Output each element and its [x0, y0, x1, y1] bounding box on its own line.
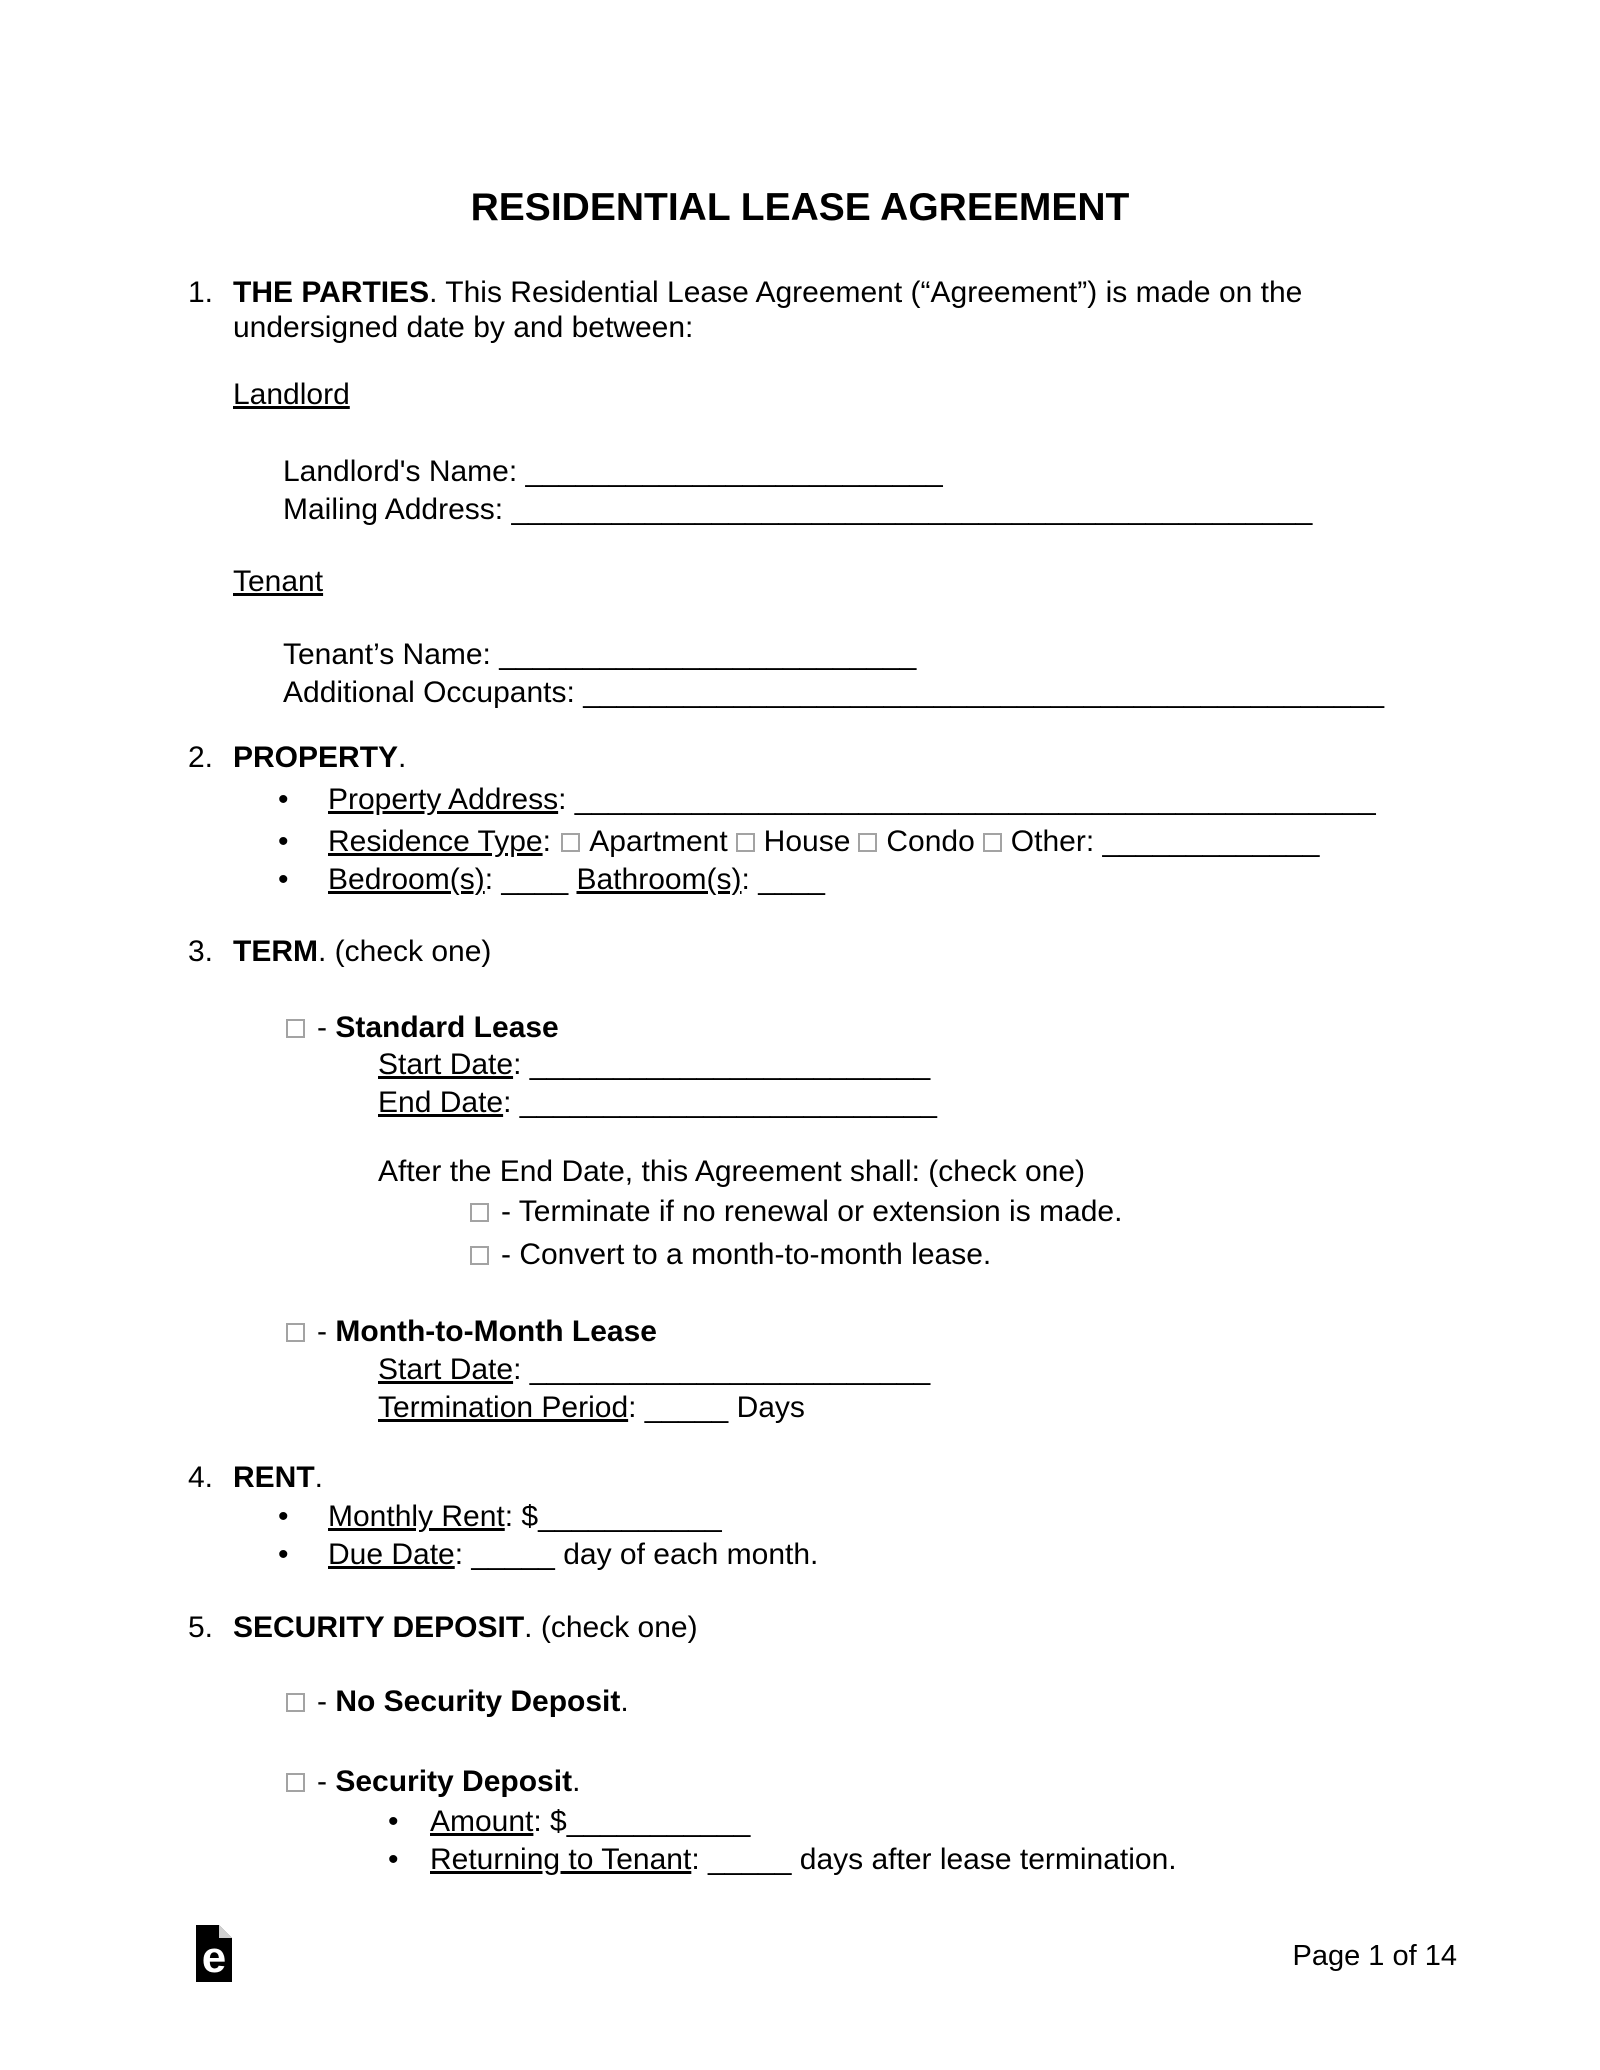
section-2-title: PROPERTY — [233, 741, 399, 774]
section-1-heading — [188, 275, 1302, 310]
terminate-option-label: - Terminate if no renewal or extension is made. — [501, 1195, 1123, 1228]
bedrooms-bathrooms-line: • Bedroom(s): ____ Bathroom(s): ____ — [278, 863, 825, 896]
residence-type-line: • Residence Type: Apartment House Condo Other: _____________ — [278, 825, 1320, 858]
bullet-icon: • — [388, 1805, 399, 1838]
standard-end-date-line: End Date: _________________________ — [378, 1086, 937, 1119]
additional-occupants-line — [283, 675, 1384, 710]
bullet-icon: • — [278, 1538, 289, 1571]
end-date-blank: _________________________ — [519, 1086, 937, 1119]
standard-start-date-line: Start Date: ________________________ — [378, 1048, 931, 1081]
monthly-rent-label: Monthly Rent — [328, 1500, 505, 1533]
due-date-blank: _____ — [471, 1538, 555, 1571]
due-date-line: • Due Date: _____ day of each month. — [278, 1538, 819, 1571]
checkbox-other[interactable] — [983, 833, 1002, 852]
termination-period-blank: _____ — [644, 1391, 729, 1424]
section-2-number: 2. — [188, 741, 214, 774]
checkbox-terminate[interactable] — [470, 1203, 489, 1222]
section-3-number: 3. — [188, 935, 214, 968]
standard-lease-label: Standard Lease — [335, 1011, 559, 1044]
bullet-icon: • — [388, 1843, 399, 1876]
option-other-label: Other: — [1010, 825, 1103, 858]
section-5-heading: 5. SECURITY DEPOSIT. (check one) — [188, 1611, 698, 1644]
termination-period-line: Termination Period: _____ Days — [378, 1391, 805, 1424]
due-date-label: Due Date — [328, 1538, 455, 1571]
section-1-number: 1. — [188, 276, 214, 309]
section-4-heading: 4. RENT. — [188, 1461, 324, 1494]
tenant-name-blank: _________________________ — [499, 638, 917, 671]
bedrooms-label: Bedroom(s) — [328, 863, 485, 896]
other-blank: _____________ — [1102, 825, 1320, 858]
landlord-name-line — [283, 454, 943, 489]
after-end-date-intro: After the End Date, this Agreement shall: (check one) — [378, 1155, 1086, 1188]
section-4-title: RENT — [233, 1461, 315, 1494]
amount-blank: ___________ — [566, 1805, 751, 1838]
residence-type-label: Residence Type — [328, 825, 543, 858]
checkbox-house[interactable] — [736, 833, 755, 852]
bullet-icon: • — [278, 863, 289, 896]
monthly-rent-blank: ___________ — [538, 1500, 722, 1533]
convert-option-line — [470, 1237, 991, 1272]
landlord-name-label: Landlord's Name: — [283, 455, 526, 488]
terminate-option-line — [470, 1194, 1122, 1229]
section-5-title: SECURITY DEPOSIT — [233, 1611, 525, 1644]
checkbox-no-security-deposit[interactable] — [286, 1693, 305, 1712]
bathrooms-blank: ____ — [758, 863, 825, 896]
additional-occupants-blank: ________________________________________________ — [583, 676, 1385, 709]
security-deposit-line: - Security Deposit. — [286, 1764, 580, 1799]
tenant-name-label: Tenant’s Name: — [283, 638, 500, 671]
bedrooms-blank: ____ — [501, 863, 569, 896]
bullet-icon: • — [278, 1500, 289, 1533]
checkbox-apartment[interactable] — [561, 833, 580, 852]
section-3-heading: 3. TERM. (check one) — [188, 935, 492, 968]
tenant-name-line — [283, 637, 916, 672]
tenant-header: Tenant — [233, 565, 324, 598]
logo-letter: e — [201, 1933, 227, 1982]
end-date-label: End Date — [378, 1086, 504, 1119]
bullet-icon: • — [278, 783, 289, 816]
mailing-address-label: Mailing Address: — [283, 493, 512, 526]
bathrooms-label: Bathroom(s) — [576, 863, 742, 896]
page-number: Page 1 of 14 — [1292, 1940, 1457, 1972]
m2m-start-date-label: Start Date — [378, 1353, 514, 1386]
section-1-body-line2: undersigned date by and between: — [233, 311, 694, 344]
m2m-start-date-line: Start Date: ________________________ — [378, 1353, 931, 1386]
section-5-number: 5. — [188, 1611, 214, 1644]
property-address-blank: ________________________________________________ — [574, 783, 1376, 816]
landlord-header: Landlord — [233, 378, 350, 411]
month-to-month-line: - Month-to-Month Lease — [286, 1314, 657, 1349]
returning-to-tenant-label: Returning to Tenant — [430, 1843, 692, 1876]
bullet-icon: • — [278, 825, 289, 858]
additional-occupants-label: Additional Occupants: — [283, 676, 584, 709]
month-to-month-label: Month-to-Month Lease — [335, 1315, 657, 1348]
option-house-label: House — [763, 825, 851, 858]
termination-period-label: Termination Period — [378, 1391, 629, 1424]
eforms-logo-icon — [196, 1925, 232, 1982]
section-4-number: 4. — [188, 1461, 214, 1494]
no-security-deposit-line: - No Security Deposit. — [286, 1684, 629, 1719]
page-title: RESIDENTIAL LEASE AGREEMENT — [470, 186, 1130, 229]
convert-option-label: - Convert to a month-to-month lease. — [501, 1238, 992, 1271]
checkbox-convert[interactable] — [470, 1246, 489, 1265]
m2m-start-date-blank: ________________________ — [529, 1353, 931, 1386]
checkbox-condo[interactable] — [858, 833, 877, 852]
standard-lease-line: - Standard Lease — [286, 1010, 559, 1045]
section-1-title: THE PARTIES — [233, 276, 430, 309]
checkbox-standard-lease[interactable] — [286, 1019, 305, 1038]
landlord-name-blank: _________________________ — [525, 455, 943, 488]
security-deposit-label: Security Deposit — [335, 1765, 573, 1798]
mailing-address-line — [283, 492, 1312, 527]
section-1-body-line1: . This Residential Lease Agreement (“Agreement”) is made on the — [429, 276, 1303, 309]
checkbox-security-deposit[interactable] — [286, 1773, 305, 1792]
section-2-heading: 2. PROPERTY. — [188, 741, 407, 774]
mailing-address-blank: ________________________________________________ — [511, 493, 1313, 526]
returning-to-tenant-line: • Returning to Tenant: _____ days after lease termination. — [388, 1843, 1177, 1876]
amount-label: Amount — [430, 1805, 534, 1838]
checkbox-month-to-month[interactable] — [286, 1323, 305, 1342]
section-3-title: TERM — [233, 935, 318, 968]
monthly-rent-line: • Monthly Rent: $___________ — [278, 1500, 722, 1533]
no-security-deposit-label: No Security Deposit — [335, 1685, 621, 1718]
amount-line: • Amount: $___________ — [388, 1805, 751, 1838]
start-date-label: Start Date — [378, 1048, 514, 1081]
returning-blank: _____ — [707, 1843, 792, 1876]
property-address-label: Property Address — [328, 783, 559, 816]
option-condo-label: Condo — [886, 825, 975, 858]
option-apartment-label: Apartment — [589, 825, 728, 858]
start-date-blank: ________________________ — [529, 1048, 931, 1081]
property-address-line: • Property Address: ________________________________________________ — [278, 783, 1376, 816]
